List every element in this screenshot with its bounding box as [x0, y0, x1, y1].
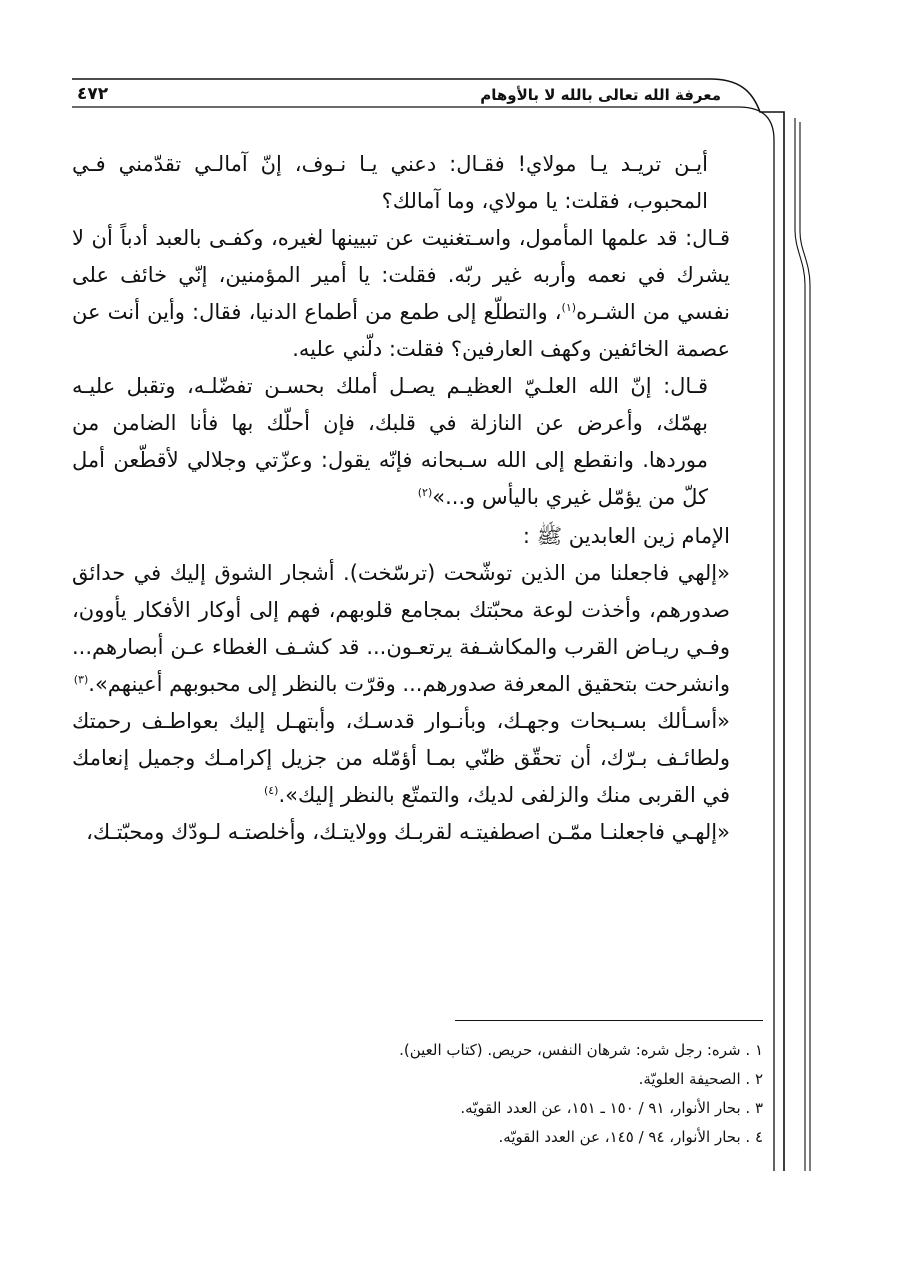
paragraph-2: قـال: قد علمها المأمول، واسـتغنيت عن تبيينها لغيره، وكفـى بالعبد أدباً أن لا يشرك في نعمه وأربه غير ربّه. فقلت: يا أمير المؤمنين، إنّي خائف على نفسي من الشـره$^{(١)}$، والتطلّع إلى طمع من أطماع الدنيا، فقال: وأين أنت عن عصمة الخائفين وكهف العارفين؟ فقلت: دلّني عليه. [72, 226, 730, 361]
footnote-ref-1: (١) [561, 301, 577, 314]
main-text [72, 146, 730, 851]
quote-3: «إلهـي فاجعلنـا ممّـن اصطفيتـه لقربـك وولايتـك، وأخلصتـه لـودّك ومحبّتـك، [86, 820, 730, 844]
footnote-separator [455, 1020, 763, 1021]
footnote-ref-3: (٣) [73, 673, 89, 686]
paragraph-3: قـال: إنّ الله العلـيّ العظيـم يصـل أملك بحسـن تفضّلـه، وتقبل عليـه بهمّك، وأعرض عن النازلة في قلبك، فإن أحلّك بها فأنا الضامن من موردها. وانقطع إلى الله سـبحانه فإنّه يقول: وعزّتي وجلالي لأقطّعن أمل كلّ من يؤمّل غيري باليأس و...»$^{(٢)}$ [72, 374, 708, 509]
footnote-3: ٣ . بحار الأنوار، ٩١ / ١٥٠ ـ ١٥١، عن العدد القويّه. [460, 1099, 763, 1117]
section-heading: الإمام زين العابدين ﷺ : [522, 524, 730, 548]
footnote-ref-4: (٤) [263, 784, 279, 797]
footnote-1: ١ . شره: رجل شره: شرهان النفس، حريص. (كتاب العين). [399, 1041, 763, 1059]
footnote-2: ٢ . الصحيفة العلويّة. [638, 1070, 763, 1088]
footnote-ref-2: (٢) [417, 486, 433, 499]
page-number: ٤٧٢ [77, 84, 109, 104]
footnote-4: ٤ . بحار الأنوار، ٩٤ / ١٤٥، عن العدد القويّه. [498, 1128, 763, 1146]
footnotes [200, 1036, 763, 1152]
running-header-title: معرفة الله تعالى بالله لا بالأوهام [480, 86, 721, 104]
quote-2: «أسـألك بسـبحات وجهـك، وبأنـوار قدسـك، وأبتهـل إليك بعواطـف رحمتك ولطائـف بـرّك، أن تحقّق ظنّي بمـا أؤمّله من جزيل إكرامـك وجميل إنعامك في القربى منك والزلفى لديك، والتمتّع بالنظر إليك».$^{(٤)}$ [72, 709, 730, 807]
quote-1: «إلهي فاجعلنا من الذين توشّحت (ترسّخت). أشجار الشوق إليك في حدائق صدورهم، وأخذت لوعة محبّتك بمجامع قلوبهم، فهم إلى أوكار الأفكار يأوون، وفـي ريـاض القرب والمكاشـفة يرتعـون... قد كشـف الغطاء عـن أبصارهم... وانشرحت بتحقيق المعرفة صدورهم... وقرّت بالنظر إلى محبوبهم أعينهم».$^{(٣)}$ [72, 561, 730, 696]
honorific-symbol: ﷺ [536, 524, 563, 548]
paragraph-1: أيـن تريـد يـا مولاي! فقـال: دعني يـا نـوف، إنّ آمالـي تقدّمني فـي المحبوب، فقلت: يا مولاي، وما آمالك؟ [72, 152, 708, 213]
